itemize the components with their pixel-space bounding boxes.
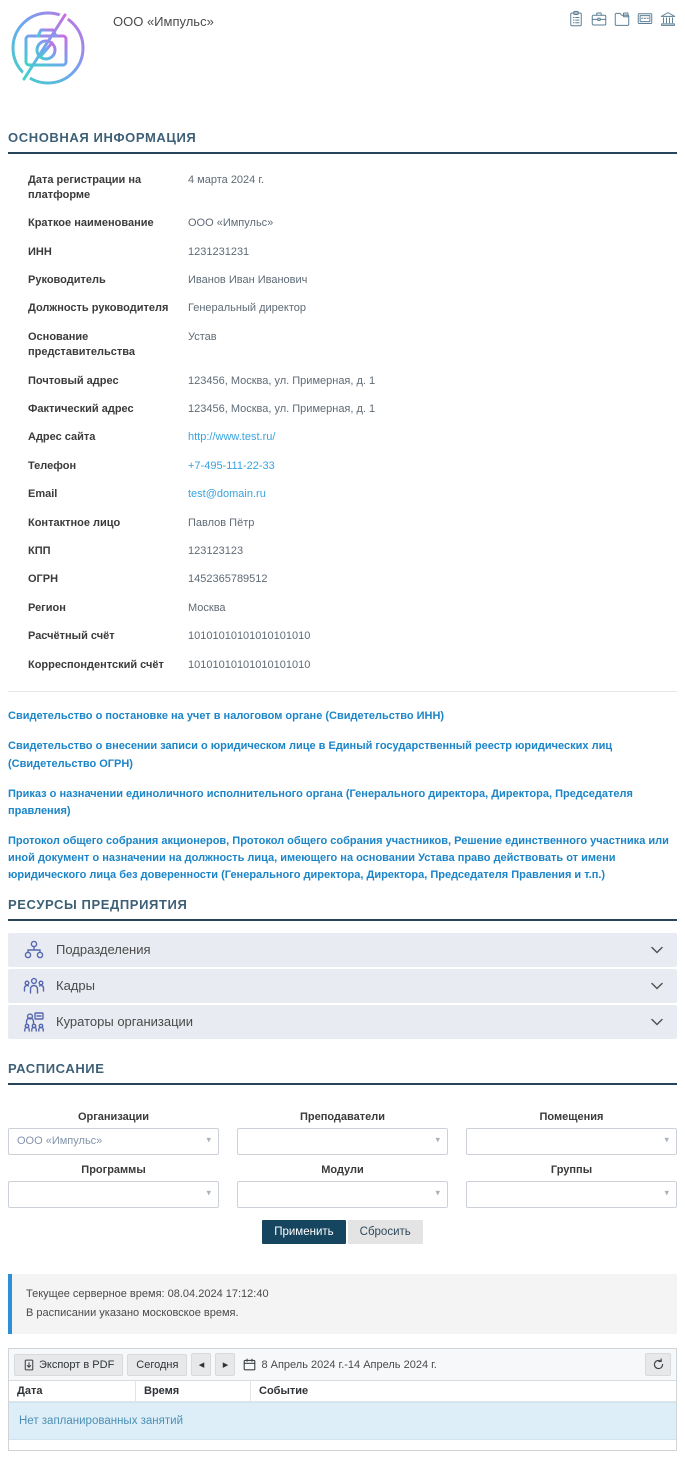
divider — [8, 691, 677, 692]
resources-title: РЕСУРСЫ ПРЕДПРИЯТИЯ — [8, 897, 677, 921]
info-value: ООО «Импульс» — [188, 217, 274, 230]
empty-schedule-message: Нет запланированных занятий — [9, 1402, 676, 1440]
info-value: Генеральный директор — [188, 302, 306, 315]
main-info-table — [8, 166, 677, 679]
chevron-down-icon — [651, 946, 663, 954]
organizations-select[interactable] — [8, 1128, 219, 1155]
info-value: 1231231231 — [188, 245, 250, 258]
schedule-section — [8, 1061, 677, 1452]
info-row: КПП 123123123 — [8, 537, 677, 565]
server-timezone-line: В расписании указано московское время. — [26, 1307, 239, 1320]
schedule-bottom-spacer — [9, 1440, 676, 1450]
bank-icon[interactable] — [659, 10, 677, 28]
header-toolbar — [567, 10, 677, 28]
info-row: Расчётный счёт 10101010101010101010 — [8, 623, 677, 651]
info-row: Должность руководителя Генеральный директор — [8, 295, 677, 323]
schedule-toolbar — [9, 1349, 676, 1381]
website-link[interactable]: http://www.test.ru/ — [188, 431, 276, 444]
info-row: Руководитель Иванов Иван Иванович — [8, 267, 677, 295]
filter-groups: Группы ▾ — [466, 1164, 677, 1208]
chevron-down-icon — [651, 982, 663, 990]
document-links — [8, 708, 677, 883]
info-row: Контактное лицо Павлов Пётр — [8, 509, 677, 537]
main-info-title: ОСНОВНАЯ ИНФОРМАЦИЯ — [8, 130, 677, 154]
info-row: Корреспондентский счёт 10101010101010101010 — [8, 651, 677, 679]
resources-section — [8, 897, 677, 1039]
info-row: Email test@domain.ru — [8, 481, 677, 509]
column-date: Дата — [9, 1381, 136, 1402]
groups-select[interactable] — [466, 1181, 677, 1208]
schedule-filters — [8, 1111, 677, 1208]
calendar-icon — [243, 1358, 256, 1371]
info-value: 4 марта 2024 г. — [188, 173, 265, 186]
accordion-panel-departments[interactable] — [8, 933, 677, 967]
column-time: Время — [136, 1381, 251, 1402]
accordion-label: Кадры — [56, 978, 95, 994]
refresh-icon — [652, 1358, 665, 1371]
select-chevron-icon: ▾ — [206, 1135, 211, 1146]
schedule-widget — [8, 1348, 677, 1451]
info-value: Иванов Иван Иванович — [188, 274, 308, 287]
filter-teachers: Преподаватели ▾ — [237, 1111, 448, 1155]
filter-organizations: Организации ООО «Импульс» ▾ — [8, 1111, 219, 1155]
date-range: 8 Апрель 2024 г.-14 Апрель 2024 г. — [243, 1358, 436, 1371]
curators-icon — [22, 1010, 46, 1034]
no-photo-camera-logo — [8, 8, 88, 88]
filter-programs: Программы ▾ — [8, 1164, 219, 1208]
info-value: 10101010101010101010 — [188, 630, 311, 643]
briefcase-icon[interactable] — [590, 10, 608, 28]
filter-modules: Модули ▾ — [237, 1164, 448, 1208]
accordion-label: Подразделения — [56, 942, 151, 958]
programs-select[interactable] — [8, 1181, 219, 1208]
email-link[interactable]: test@domain.ru — [188, 488, 266, 501]
info-row: ИНН 1231231231 — [8, 238, 677, 266]
info-row: Фактический адрес 123456, Москва, ул. Примерная, д. 1 — [8, 396, 677, 424]
select-chevron-icon: ▾ — [664, 1188, 669, 1199]
prev-week-button[interactable]: ◂ — [191, 1353, 211, 1376]
select-chevron-icon: ▾ — [664, 1135, 669, 1146]
main-info-section — [8, 130, 677, 679]
info-value: 123123123 — [188, 544, 244, 557]
card-terminal-icon[interactable] — [636, 10, 654, 28]
filter-buttons — [8, 1220, 677, 1244]
select-chevron-icon: ▾ — [206, 1188, 211, 1199]
teachers-select[interactable] — [237, 1128, 448, 1155]
phone-link[interactable]: +7-495-111-22-33 — [188, 459, 275, 472]
info-row: Дата регистрации на платформе 4 марта 2024 г. — [28, 173, 265, 201]
accordion-label: Кураторы организации — [56, 1014, 194, 1030]
server-time-box — [8, 1274, 677, 1335]
company-name: ООО «Импульс» — [113, 14, 214, 29]
rooms-select[interactable] — [466, 1128, 677, 1155]
document-link-ogrn[interactable]: Свидетельство о внесении записи о юридическом лице в Единый государственный реестр юридических лиц (Свидетельство ОГРН) — [8, 740, 613, 770]
info-value: 10101010101010101010 — [188, 658, 311, 671]
document-link-order[interactable]: Приказ о назначении единоличного исполнительного органа (Генерального директора, Директора, Председателя правления) — [8, 787, 633, 817]
schedule-title: РАСПИСАНИЕ — [8, 1061, 677, 1085]
chevron-down-icon — [651, 1018, 663, 1026]
today-button[interactable]: Сегодня — [127, 1354, 187, 1376]
accordion-panel-curators[interactable] — [8, 1005, 677, 1039]
document-link-protocol[interactable]: Протокол общего собрания акционеров, Протокол общего собрания участников, Решение единственного участника или иной документ о назначении на должность лица, имеющего на основании Устава право действовать от имени юридического лица без доверенности (Генерального директора, Директора, Председателя Правления и т.п.) — [8, 834, 669, 881]
header — [8, 0, 677, 108]
select-chevron-icon: ▾ — [435, 1188, 440, 1199]
select-chevron-icon: ▾ — [435, 1135, 440, 1146]
info-value: 123456, Москва, ул. Примерная, д. 1 — [188, 374, 376, 387]
info-row: Краткое наименование ООО «Импульс» — [8, 210, 677, 238]
info-row: Регион Москва — [8, 594, 677, 622]
modules-select[interactable] — [237, 1181, 448, 1208]
reset-button[interactable]: Сбросить — [348, 1220, 423, 1244]
export-pdf-icon — [23, 1359, 35, 1371]
staff-icon — [22, 974, 46, 998]
selected-value: ООО «Импульс» — [17, 1135, 103, 1148]
apply-button[interactable]: Применить — [262, 1220, 345, 1244]
info-value: Москва — [188, 601, 226, 614]
resources-accordion — [8, 933, 677, 1039]
info-row: Адрес сайта http://www.test.ru/ — [8, 424, 677, 452]
info-value: Устав — [188, 330, 217, 343]
info-value: Павлов Пётр — [188, 516, 255, 529]
info-row: Почтовый адрес 123456, Москва, ул. Примерная, д. 1 — [8, 367, 677, 395]
filter-rooms: Помещения ▾ — [466, 1111, 677, 1155]
org-structure-icon — [22, 938, 46, 962]
accordion-panel-staff[interactable] — [8, 969, 677, 1003]
column-event: Событие — [251, 1381, 677, 1402]
info-value: 1452365789512 — [188, 573, 268, 586]
folder-document-icon[interactable] — [613, 10, 631, 28]
info-row: Основание представительства Устав — [28, 330, 217, 359]
info-row: ОГРН 1452365789512 — [8, 566, 677, 594]
export-pdf-button[interactable]: Экспорт в PDF — [14, 1354, 123, 1376]
schedule-table — [9, 1381, 676, 1402]
info-row: Телефон +7-495-111-22-33 — [8, 452, 677, 480]
info-value: 123456, Москва, ул. Примерная, д. 1 — [188, 403, 376, 416]
server-time-line: Текущее серверное время: 08.04.2024 17:12:40 — [26, 1287, 269, 1300]
clipboard-list-icon[interactable] — [567, 10, 585, 28]
document-link-inn[interactable]: Свидетельство о постановке на учет в налоговом органе (Свидетельство ИНН) — [8, 710, 445, 723]
refresh-button[interactable] — [645, 1353, 671, 1376]
next-week-button[interactable]: ▸ — [215, 1353, 235, 1376]
